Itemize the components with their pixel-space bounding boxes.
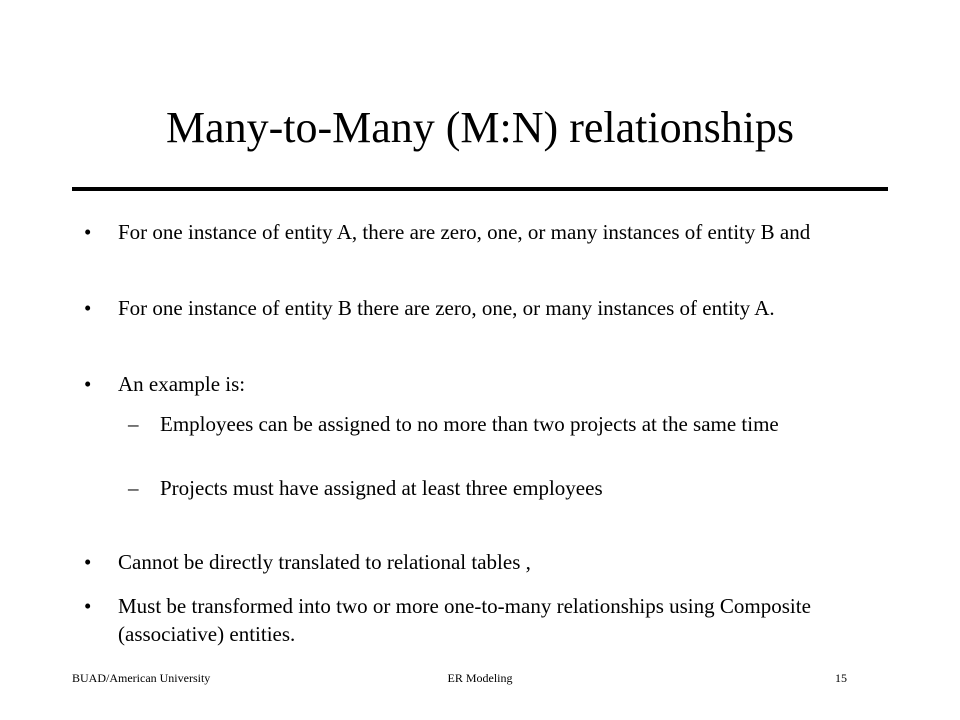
bullet-item: [84, 592, 878, 648]
bullet-mark: •: [84, 220, 92, 244]
bullet-text: An example is:: [118, 372, 246, 396]
sub-bullet-item: [128, 410, 860, 438]
bullet-mark: •: [84, 594, 92, 618]
footer-title: ER Modeling: [447, 671, 513, 685]
dash-mark: –: [128, 412, 139, 436]
bullet-text: For one instance of entity B there are zero, one, or many instances of entity A.: [118, 296, 775, 320]
page-number: 15: [835, 671, 847, 685]
bullet-text: Must be transformed into two or more one-to-many relationships using Composite (associative) entities.: [118, 594, 811, 646]
bullet-item: [84, 370, 878, 398]
dash-mark: –: [128, 476, 139, 500]
bullet-mark: •: [84, 296, 92, 320]
bullet-mark: •: [84, 372, 92, 396]
slide-title: Many-to-Many (M:N) relationships: [165, 103, 795, 152]
bullet-text: Cannot be directly translated to relational tables ,: [118, 550, 531, 574]
bullet-item: [84, 294, 878, 322]
bullet-item: [84, 548, 878, 576]
sub-bullet-item: [128, 474, 860, 502]
sub-bullet-text: Employees can be assigned to no more than two projects at the same time: [160, 412, 779, 436]
sub-bullet-text: Projects must have assigned at least three employees: [160, 476, 603, 500]
footer-organization: BUAD/American University: [72, 671, 211, 685]
bullet-mark: •: [84, 550, 92, 574]
bullet-item: [84, 218, 878, 246]
bullet-text: For one instance of entity A, there are zero, one, or many instances of entity B and: [118, 220, 811, 244]
